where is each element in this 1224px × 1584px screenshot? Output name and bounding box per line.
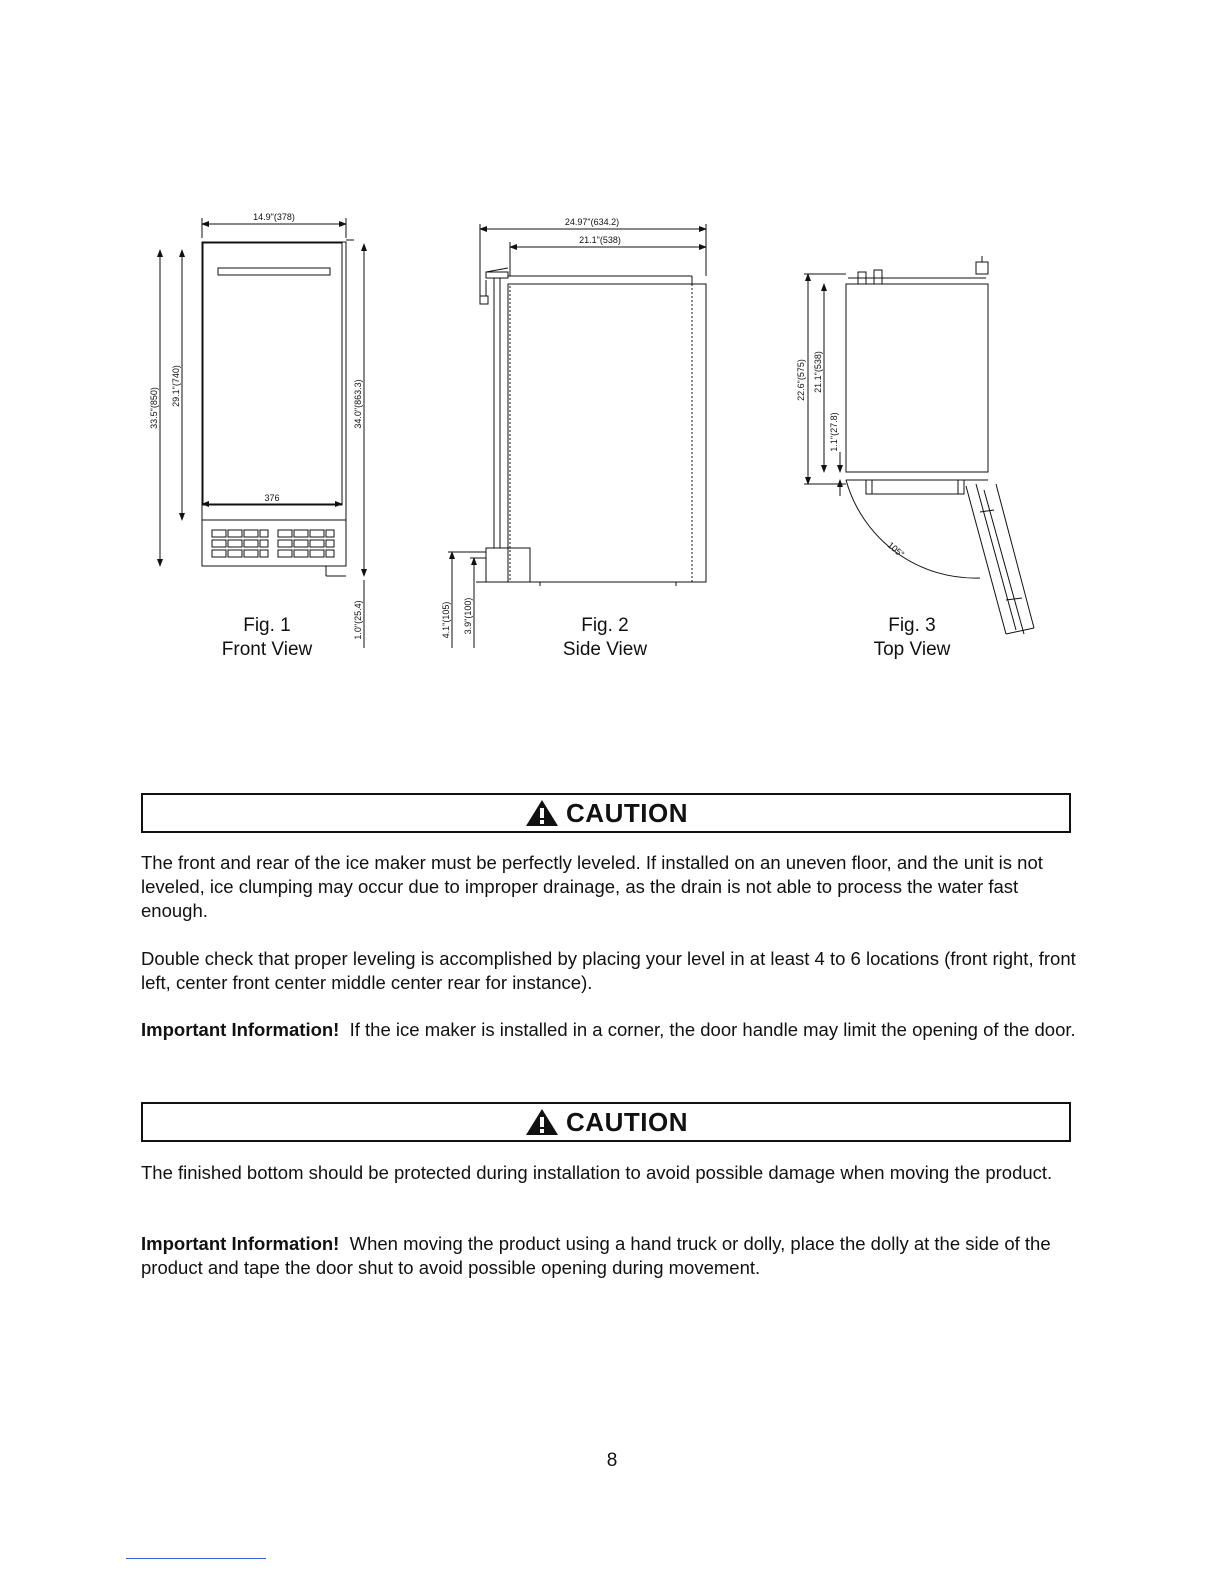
caution1-important [141, 1018, 1076, 1042]
fig1-height-right: 34.0"(863.3) [353, 379, 363, 429]
caution-banner-1 [141, 793, 1071, 833]
fig2-kick-1: 4.1"(105) [441, 601, 451, 639]
caution1-paragraph-1: The front and rear of the ice maker must be perfectly leveled. If installed on an uneven floor, and the unit is not leveled, ice clumping may occur due to improper drainage, as the drain is not able to process the water fast enough. [141, 852, 1043, 921]
fig2-depth-body: 21.1"(538) [579, 235, 621, 245]
important-text-2: When moving the product using a hand truck or dolly, place the dolly at the side of the product and tape the door shut to avoid possible opening during movement. [141, 1233, 1051, 1278]
fig2-view: Side View [562, 639, 648, 660]
caution-banner-2 [141, 1102, 1071, 1142]
important-text-1: If the ice maker is installed in a corner, the door handle may limit the opening of the door. [349, 1019, 1076, 1040]
fig1-width-outer: 14.9"(378) [253, 212, 295, 222]
caution1-paragraph-2: Double check that proper leveling is accomplished by placing your level in at least 4 to 6 locations (front right, front left, center front center middle center rear for instance). [141, 948, 1076, 993]
dimension-figures [0, 0, 1224, 700]
fig3-depth-b: 21.1"(538) [813, 351, 823, 393]
fig3-depth-a: 22.6"(575) [796, 359, 806, 401]
caution2-important [141, 1232, 1076, 1280]
fig3-door: 1.1"(27.8) [829, 412, 839, 452]
fig1-view: Front View [221, 639, 313, 660]
warning-icon [524, 798, 560, 828]
fig2-kick-2: 3.9"(100) [463, 597, 473, 635]
footer-rule [126, 1558, 266, 1559]
warning-icon [524, 1107, 560, 1137]
fig1-height-total: 33.5"(850) [149, 387, 159, 429]
fig2-label: Fig. 2 [581, 615, 629, 636]
important-label-1: Important Information! [141, 1019, 340, 1040]
important-label-2: Important Information! [141, 1233, 340, 1254]
caution2-paragraph-1: The finished bottom should be protected during installation to avoid possible damage when moving the product. [141, 1162, 1053, 1183]
fig3-caption [852, 614, 972, 662]
fig2-depth-total: 24.97"(634.2) [564, 217, 620, 227]
caution-title-1: CAUTION [566, 797, 688, 828]
fig1-height-door: 29.1"(740) [171, 365, 181, 407]
fig3-view: Top View [873, 639, 951, 660]
fig3-angle: 105° [885, 539, 907, 560]
page-number: 8 [606, 1450, 618, 1471]
fig2-caption [545, 614, 665, 662]
fig1-label: Fig. 1 [243, 615, 291, 636]
side-view-drawing [448, 224, 706, 648]
fig1-width-inner: 376 [264, 493, 280, 503]
fig3-label: Fig. 3 [888, 615, 936, 636]
fig1-caption [207, 614, 327, 662]
front-view-drawing [160, 218, 364, 648]
fig1-foot: 1.0"(25.4) [353, 600, 363, 640]
caution-title-2: CAUTION [566, 1106, 688, 1137]
